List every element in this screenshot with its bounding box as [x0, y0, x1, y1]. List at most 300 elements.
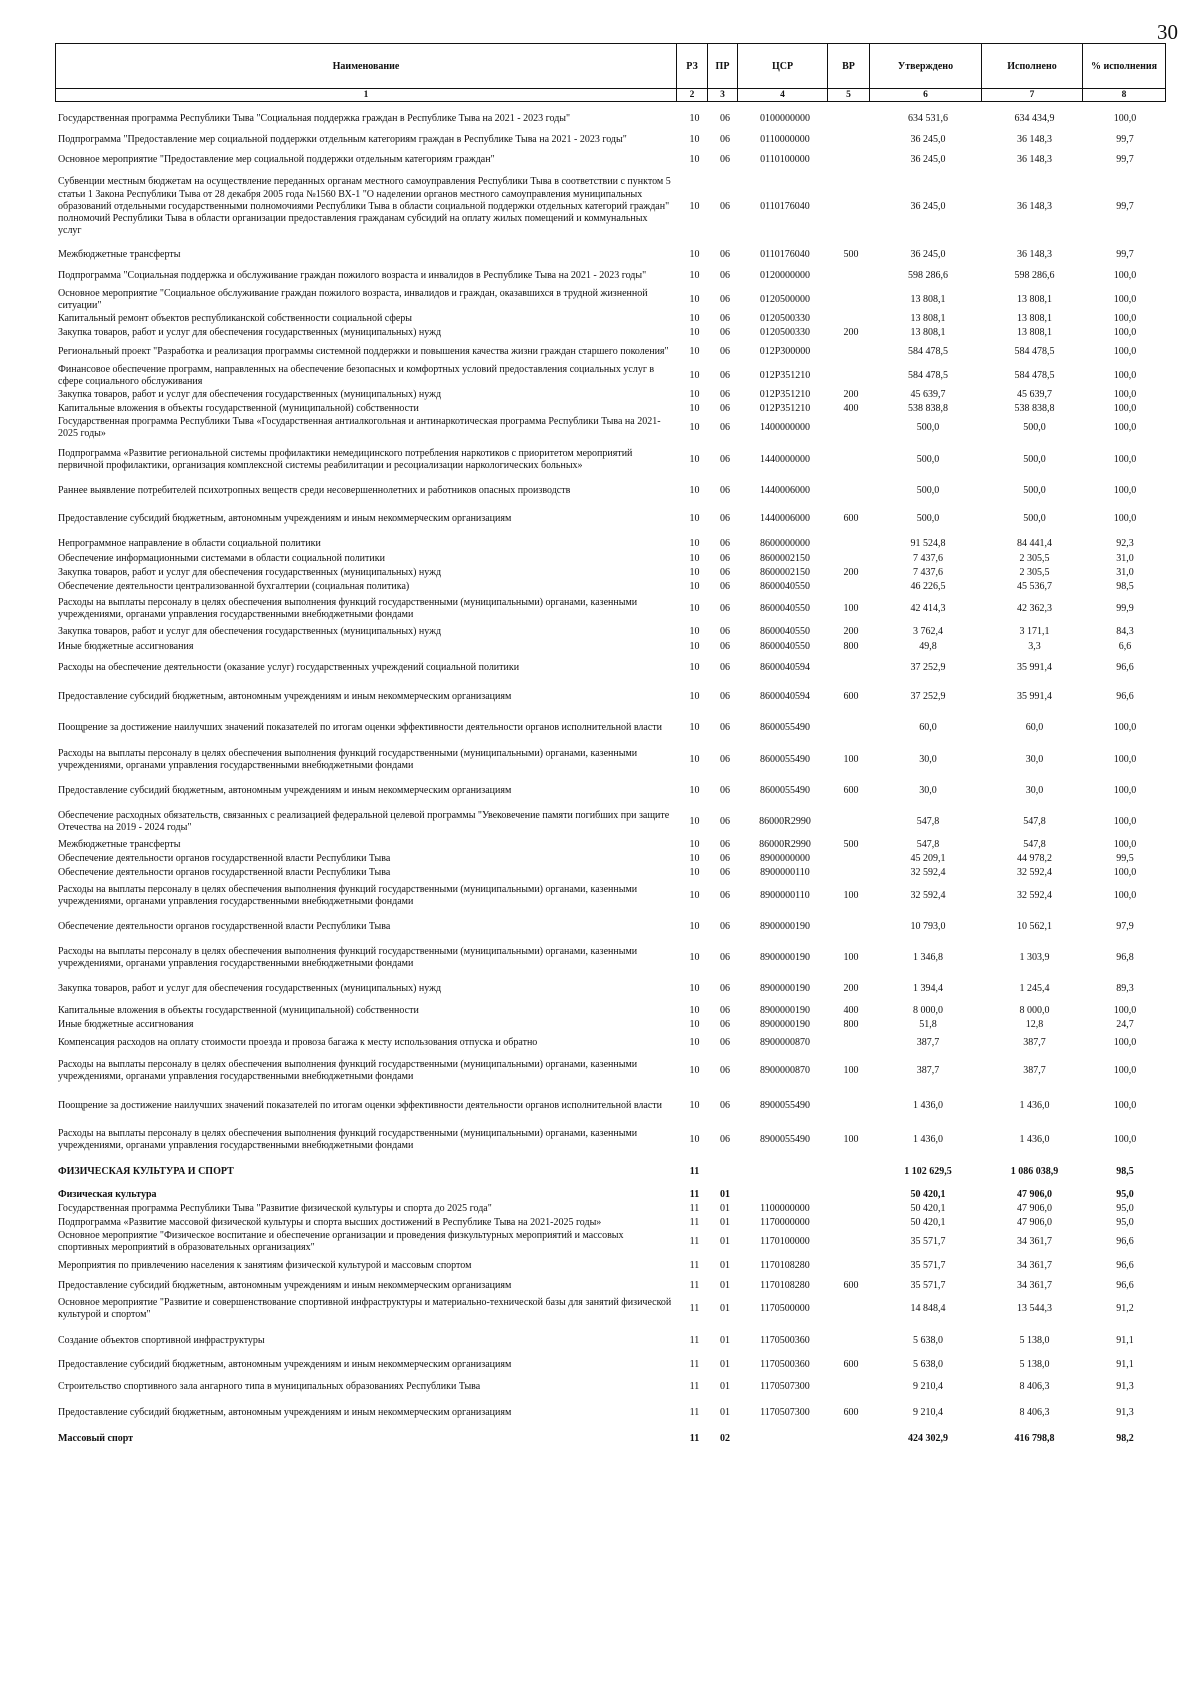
row-executed: 584 478,5 — [1014, 345, 1055, 357]
page-number: 30 — [1157, 20, 1178, 44]
header-pr: ПР — [708, 44, 738, 89]
table-row — [58, 1254, 1165, 1278]
table-row — [58, 974, 1165, 1004]
row-csr: 8600000000 — [760, 537, 810, 549]
row-executed: 84 441,4 — [1017, 537, 1052, 549]
row-percent: 91,3 — [1116, 1380, 1134, 1392]
row-percent: 89,3 — [1116, 982, 1134, 994]
row-rz: 10 — [689, 625, 700, 637]
row-percent: 96,6 — [1116, 661, 1134, 673]
row-percent: 100,0 — [1113, 1064, 1137, 1076]
row-approved: 35 571,7 — [910, 1279, 946, 1291]
row-name: Государственная программа Республики Тыва "Социальная поддержка граждан в Республике Тыва на 2021 - 2023 годы" — [58, 112, 571, 124]
header-approved: Утверждено — [870, 44, 982, 89]
row-csr: 8600002150 — [760, 566, 810, 578]
row-pr: 06 — [720, 982, 730, 994]
row-percent: 91,1 — [1116, 1358, 1134, 1370]
row-pr: 06 — [720, 784, 730, 796]
row-approved: 1 102 629,5 — [904, 1165, 952, 1177]
table-row — [58, 1156, 1165, 1188]
table-row — [58, 1358, 1165, 1372]
row-approved: 10 793,0 — [910, 920, 946, 932]
row-vr: 400 — [843, 1004, 859, 1016]
row-rz: 11 — [689, 1216, 700, 1228]
row-name: Предоставление субсидий бюджетным, автономным учреждениям и иным некоммерческим организациям — [58, 1358, 512, 1370]
row-percent: 100,0 — [1113, 453, 1137, 465]
row-approved: 51,8 — [919, 1018, 937, 1030]
row-csr: 8900000000 — [760, 852, 810, 864]
table-row — [58, 942, 1165, 974]
row-percent: 91,2 — [1116, 1302, 1134, 1314]
row-pr: 06 — [720, 421, 730, 433]
row-rz: 10 — [689, 580, 700, 592]
row-rz: 10 — [689, 866, 700, 878]
table-row — [58, 1124, 1165, 1156]
row-pr: 06 — [720, 866, 730, 878]
row-vr: 500 — [843, 248, 859, 260]
row-name: Основное мероприятие "Развитие и совершенствование спортивной инфраструктуры и материально-технической базы для занятий физической культурой и спортом" — [58, 1296, 672, 1320]
row-name: Капитальный ремонт объектов республиканской собственности социальной сферы — [58, 312, 412, 324]
table-row — [58, 288, 1165, 312]
row-csr: 8600040550 — [760, 625, 810, 637]
row-csr: 1100000000 — [760, 1202, 810, 1214]
row-approved: 387,7 — [916, 1064, 940, 1076]
row-pr: 06 — [720, 1064, 730, 1076]
table-row — [58, 416, 1165, 440]
row-rz: 10 — [689, 852, 700, 864]
header-rz: РЗ — [677, 44, 708, 89]
row-percent: 100,0 — [1113, 312, 1137, 324]
row-name: Основное мероприятие "Физическое воспитание и обеспечение организации и проведения физкультурных мероприятий и массовых спортивных мероприятий в образовательных организациях" — [58, 1229, 624, 1253]
row-rz: 10 — [689, 269, 700, 281]
table-row — [58, 536, 1165, 552]
row-csr: 8900000190 — [760, 1018, 810, 1030]
row-pr: 06 — [720, 721, 730, 733]
row-csr: 0120000000 — [760, 269, 810, 281]
row-executed: 45 536,7 — [1017, 580, 1052, 592]
row-approved: 547,8 — [916, 838, 940, 850]
table-row — [58, 1018, 1165, 1032]
row-csr: 8600002150 — [760, 552, 810, 564]
row-percent: 84,3 — [1116, 625, 1134, 637]
table-row — [58, 806, 1165, 838]
row-executed: 13 544,3 — [1017, 1302, 1052, 1314]
row-rz: 10 — [689, 1018, 700, 1030]
table-row — [58, 640, 1165, 654]
row-executed: 387,7 — [1023, 1064, 1046, 1076]
row-name: Мероприятия по привлечению населения к занятиям физической культурой и массовым спортом — [58, 1259, 472, 1271]
row-executed: 47 906,0 — [1017, 1188, 1052, 1200]
row-percent: 100,0 — [1113, 326, 1137, 338]
row-csr: 1440000000 — [760, 453, 810, 465]
row-executed: 42 362,3 — [1017, 602, 1052, 614]
row-csr: 1170500360 — [760, 1358, 810, 1370]
row-name: Подпрограмма "Социальная поддержка и обслуживание граждан пожилого возраста и инвалидов в Республике Тыва на 2021 - 2023 годы" — [58, 269, 647, 281]
row-name: Расходы на выплаты персоналу в целях обеспечения выполнения функций государственными (муниципальными) органами, казенными учреждениями, органами управления государственными внебюджетными фондами — [58, 1127, 638, 1151]
header-col-number: 2 — [677, 89, 708, 102]
row-name: Государственная программа Республики Тыва «Государственная антиалкогольная и антинаркотическая программа Республики Тыва на 2021-2025 годы» — [58, 415, 661, 439]
row-approved: 37 252,9 — [910, 690, 946, 702]
row-executed: 5 138,0 — [1019, 1334, 1050, 1346]
row-name: Обеспечение деятельности централизованной бухгалтерии (социальная политика) — [58, 580, 410, 592]
row-percent: 96,6 — [1116, 1279, 1134, 1291]
row-executed: 47 906,0 — [1017, 1202, 1052, 1214]
table-row — [58, 776, 1165, 806]
row-percent: 100,0 — [1113, 815, 1137, 827]
row-csr: 8900000870 — [760, 1036, 810, 1048]
row-executed: 45 639,7 — [1017, 388, 1052, 400]
row-percent: 100,0 — [1113, 784, 1137, 796]
table-row — [58, 838, 1165, 852]
row-pr: 01 — [720, 1358, 730, 1370]
table-row — [58, 654, 1165, 682]
row-name: Расходы на выплаты персоналу в целях обеспечения выполнения функций государственными (муниципальными) органами, казенными учреждениями, органами управления государственными внебюджетными фондами — [58, 883, 638, 907]
row-pr: 01 — [720, 1279, 730, 1291]
row-rz: 10 — [689, 552, 700, 564]
table-row — [58, 480, 1165, 502]
row-vr: 200 — [843, 625, 859, 637]
row-executed: 387,7 — [1023, 1036, 1046, 1048]
row-rz: 10 — [689, 402, 700, 414]
row-approved: 500,0 — [916, 453, 940, 465]
row-csr: 1170507300 — [760, 1380, 810, 1392]
row-rz: 11 — [689, 1235, 700, 1247]
row-percent: 100,0 — [1113, 112, 1137, 124]
row-csr: 8600040550 — [760, 602, 810, 614]
row-name: Предоставление субсидий бюджетным, автономным учреждениям и иным некоммерческим организациям — [58, 1406, 512, 1418]
row-vr: 600 — [843, 1358, 859, 1370]
row-rz: 10 — [689, 753, 700, 765]
row-csr: 0110100000 — [760, 153, 810, 165]
row-percent: 99,7 — [1116, 248, 1134, 260]
row-pr: 06 — [720, 838, 730, 850]
row-executed: 44 978,2 — [1017, 852, 1052, 864]
row-pr: 06 — [720, 402, 730, 414]
row-approved: 7 437,6 — [913, 566, 943, 578]
row-name: Основное мероприятие "Социальное обслуживание граждан пожилого возраста, инвалидов и граждан, оказавшихся в трудной жизненной ситуации" — [58, 287, 648, 311]
row-vr: 200 — [843, 326, 859, 338]
row-executed: 1 086 038,9 — [1010, 1165, 1059, 1177]
row-rz: 10 — [689, 982, 700, 994]
row-approved: 1 346,8 — [913, 951, 943, 963]
row-rz: 10 — [689, 345, 700, 357]
row-vr: 800 — [843, 640, 859, 652]
row-name: Поощрение за достижение наилучших значений показателей по итогам оценки эффективности деятельности органов исполнительной власти — [58, 1099, 663, 1111]
row-rz: 10 — [689, 889, 700, 901]
row-approved: 42 414,3 — [910, 602, 946, 614]
row-pr: 06 — [720, 512, 730, 524]
row-name: Иные бюджетные ассигнования — [58, 640, 194, 652]
table-row — [58, 1188, 1165, 1202]
row-executed: 32 592,4 — [1017, 866, 1052, 878]
header-name: Наименование — [56, 44, 677, 89]
row-executed: 500,0 — [1023, 484, 1046, 496]
row-executed: 3 171,1 — [1019, 625, 1050, 637]
row-pr: 06 — [720, 690, 730, 702]
table-row — [58, 388, 1165, 402]
row-percent: 100,0 — [1113, 369, 1137, 381]
row-name: Межбюджетные трансферты — [58, 838, 181, 850]
row-rz: 10 — [689, 421, 700, 433]
row-name: ФИЗИЧЕСКАЯ КУЛЬТУРА И СПОРТ — [58, 1165, 234, 1177]
row-approved: 91 524,8 — [910, 537, 946, 549]
row-csr: 012P300000 — [759, 345, 811, 357]
row-name: Обеспечение расходных обязательств, связанных с реализацией федеральной целевой программы "Увековечение памяти погибших при защите Отечества на 2019 - 2024 годы" — [58, 809, 670, 833]
row-approved: 9 210,4 — [913, 1406, 943, 1418]
row-approved: 13 808,1 — [910, 326, 946, 338]
row-csr: 0110176040 — [760, 200, 810, 212]
row-name: Предоставление субсидий бюджетным, автономным учреждениям и иным некоммерческим организациям — [58, 690, 512, 702]
row-pr: 06 — [720, 920, 730, 932]
row-csr: 8900000110 — [760, 866, 810, 878]
row-percent: 100,0 — [1113, 269, 1137, 281]
row-rz: 10 — [689, 1099, 700, 1111]
row-approved: 500,0 — [916, 512, 940, 524]
row-csr: 1440006000 — [760, 484, 810, 496]
table-row — [58, 1372, 1165, 1402]
row-csr: 0100000000 — [760, 112, 810, 124]
row-csr: 8900000190 — [760, 1004, 810, 1016]
row-percent: 96,6 — [1116, 1235, 1134, 1247]
row-executed: 36 148,3 — [1017, 133, 1052, 145]
row-approved: 538 838,8 — [908, 402, 948, 414]
row-percent: 95,0 — [1116, 1202, 1134, 1214]
row-csr: 8600055490 — [760, 784, 810, 796]
row-rz: 10 — [689, 566, 700, 578]
row-pr: 01 — [720, 1259, 730, 1271]
row-csr: 8900000190 — [760, 920, 810, 932]
row-pr: 06 — [720, 1036, 730, 1048]
row-csr: 86000R2990 — [759, 815, 811, 827]
row-pr: 06 — [720, 326, 730, 338]
row-name: Обеспечение деятельности органов государственной власти Республики Тыва — [58, 866, 391, 878]
table-row — [58, 312, 1165, 326]
row-rz: 11 — [689, 1358, 700, 1370]
row-approved: 50 420,1 — [910, 1188, 946, 1200]
row-percent: 99,7 — [1116, 200, 1134, 212]
row-approved: 3 762,4 — [913, 625, 943, 637]
row-name: Капитальные вложения в объекты государственной (муниципальной) собственности — [58, 402, 419, 414]
row-executed: 1 245,4 — [1019, 982, 1050, 994]
row-executed: 36 148,3 — [1017, 153, 1052, 165]
row-executed: 500,0 — [1023, 421, 1046, 433]
row-percent: 91,1 — [1116, 1334, 1134, 1346]
row-rz: 10 — [689, 388, 700, 400]
row-name: Региональный проект "Разработка и реализация программы системной поддержки и повышения качества жизни граждан старшего поколения" — [58, 345, 669, 357]
header-col-number: 4 — [738, 89, 828, 102]
row-name: Поощрение за достижение наилучших значений показателей по итогам оценки эффективности деятельности органов исполнительной власти — [58, 721, 663, 733]
row-rz: 10 — [689, 815, 700, 827]
header-col-number: 1 — [56, 89, 677, 102]
row-csr: 8600055490 — [760, 753, 810, 765]
row-executed: 5 138,0 — [1019, 1358, 1050, 1370]
table-row — [58, 1278, 1165, 1294]
row-approved: 32 592,4 — [910, 889, 946, 901]
row-percent: 100,0 — [1113, 512, 1137, 524]
row-csr: 1170500360 — [760, 1334, 810, 1346]
row-csr: 8900000110 — [760, 889, 810, 901]
table-row — [58, 246, 1165, 264]
row-executed: 34 361,7 — [1017, 1279, 1052, 1291]
row-rz: 10 — [689, 153, 700, 165]
row-approved: 1 436,0 — [913, 1133, 943, 1145]
table-row — [58, 264, 1165, 288]
row-executed: 10 562,1 — [1017, 920, 1052, 932]
row-pr: 01 — [720, 1406, 730, 1418]
row-executed: 8 406,3 — [1019, 1380, 1050, 1392]
row-pr: 06 — [720, 133, 730, 145]
row-rz: 10 — [689, 784, 700, 796]
row-approved: 7 437,6 — [913, 552, 943, 564]
row-rz: 10 — [689, 661, 700, 673]
row-pr: 06 — [720, 1018, 730, 1030]
table-row — [58, 1324, 1165, 1358]
row-rz: 10 — [689, 1004, 700, 1016]
row-percent: 100,0 — [1113, 1004, 1137, 1016]
row-pr: 02 — [720, 1432, 730, 1444]
row-csr: 8600040594 — [760, 661, 810, 673]
header-col-number: 8 — [1083, 89, 1166, 102]
row-pr: 06 — [720, 312, 730, 324]
row-name: Финансовое обеспечение программ, направленных на обеспечение безопасных и комфортных условий предоставления социальных услуг в сфере социального обслуживания — [58, 363, 655, 387]
row-executed: 500,0 — [1023, 453, 1046, 465]
row-percent: 100,0 — [1113, 293, 1137, 305]
row-pr: 01 — [720, 1202, 730, 1214]
row-rz: 10 — [689, 293, 700, 305]
row-approved: 30,0 — [919, 753, 937, 765]
table-row — [58, 624, 1165, 640]
table-row — [58, 340, 1165, 364]
row-rz: 10 — [689, 326, 700, 338]
row-approved: 584 478,5 — [908, 369, 948, 381]
row-name: Расходы на выплаты персоналу в целях обеспечения выполнения функций государственными (муниципальными) органами, казенными учреждениями, органами управления государственными внебюджетными фондами — [58, 596, 638, 620]
row-pr: 06 — [720, 661, 730, 673]
row-vr: 600 — [843, 1279, 859, 1291]
row-approved: 45 639,7 — [910, 388, 946, 400]
row-name: Создание объектов спортивной инфраструктуры — [58, 1334, 265, 1346]
row-percent: 99,9 — [1116, 602, 1134, 614]
row-approved: 36 245,0 — [910, 133, 946, 145]
table-row — [58, 110, 1165, 128]
header-col-number: 5 — [828, 89, 870, 102]
row-csr: 8600055490 — [760, 721, 810, 733]
row-pr: 06 — [720, 602, 730, 614]
row-name: Подпрограмма «Развитие массовой физической культуры и спорта высших достижений в Республике Тыва на 2021-2025 годы» — [58, 1216, 602, 1228]
row-percent: 95,0 — [1116, 1188, 1134, 1200]
row-rz: 10 — [689, 369, 700, 381]
row-csr: 8900000190 — [760, 982, 810, 994]
header-vr: ВР — [828, 44, 870, 89]
row-pr: 06 — [720, 369, 730, 381]
row-executed: 598 286,6 — [1014, 269, 1055, 281]
row-pr: 01 — [720, 1188, 730, 1200]
table-row — [58, 364, 1165, 388]
row-approved: 8 000,0 — [913, 1004, 943, 1016]
row-executed: 13 808,1 — [1017, 293, 1052, 305]
row-name: Предоставление субсидий бюджетным, автономным учреждениям и иным некоммерческим организациям — [58, 784, 512, 796]
row-executed: 34 361,7 — [1017, 1259, 1052, 1271]
row-pr: 06 — [720, 537, 730, 549]
row-percent: 99,7 — [1116, 153, 1134, 165]
row-executed: 47 906,0 — [1017, 1216, 1052, 1228]
row-approved: 32 592,4 — [910, 866, 946, 878]
row-approved: 500,0 — [916, 484, 940, 496]
row-rz: 10 — [689, 1133, 700, 1145]
row-name: Массовый спорт — [58, 1432, 134, 1444]
row-name: Строительство спортивного зала ангарного типа в муниципальных образованиях Республики Тыва — [58, 1380, 481, 1392]
row-rz: 11 — [689, 1202, 700, 1214]
row-percent: 100,0 — [1113, 484, 1137, 496]
row-pr: 06 — [720, 1004, 730, 1016]
table-row — [58, 712, 1165, 744]
row-executed: 3,3 — [1028, 640, 1041, 652]
table-row — [58, 880, 1165, 912]
row-approved: 50 420,1 — [910, 1202, 946, 1214]
row-approved: 36 245,0 — [910, 248, 946, 260]
row-pr: 01 — [720, 1334, 730, 1346]
row-percent: 98,5 — [1116, 580, 1134, 592]
row-percent: 100,0 — [1113, 838, 1137, 850]
row-percent: 31,0 — [1116, 566, 1134, 578]
row-pr: 06 — [720, 951, 730, 963]
row-name: Раннее выявление потребителей психотропных веществ среди несовершеннолетних и работников опасных производств — [58, 484, 571, 496]
row-executed: 36 148,3 — [1017, 200, 1052, 212]
row-executed: 35 991,4 — [1017, 690, 1052, 702]
row-vr: 100 — [843, 753, 859, 765]
row-name: Обеспечение деятельности органов государственной власти Республики Тыва — [58, 920, 391, 932]
row-csr: 8900055490 — [760, 1099, 810, 1111]
row-pr: 06 — [720, 200, 730, 212]
row-approved: 13 808,1 — [910, 312, 946, 324]
row-vr: 400 — [843, 402, 859, 414]
row-executed: 8 406,3 — [1019, 1406, 1050, 1418]
table-row — [58, 502, 1165, 536]
row-vr: 600 — [843, 784, 859, 796]
row-rz: 11 — [689, 1380, 700, 1392]
row-pr: 01 — [720, 1380, 730, 1392]
row-name: Обеспечение деятельности органов государственной власти Республики Тыва — [58, 852, 391, 864]
row-pr: 06 — [720, 566, 730, 578]
row-executed: 34 361,7 — [1017, 1235, 1052, 1247]
row-pr: 06 — [720, 112, 730, 124]
row-executed: 1 436,0 — [1019, 1099, 1050, 1111]
row-name: Основное мероприятие "Предоставление мер социальной поддержки отдельным категориям граждан" — [58, 153, 495, 165]
row-vr: 100 — [843, 951, 859, 963]
row-rz: 10 — [689, 602, 700, 614]
row-csr: 8900000190 — [760, 951, 810, 963]
row-name: Непрограммное направление в области социальной политики — [58, 537, 321, 549]
table-header — [55, 43, 1166, 102]
row-name: Расходы на обеспечение деятельности (оказание услуг) государственных учреждений социальной политики — [58, 661, 520, 673]
table-row — [58, 866, 1165, 880]
row-executed: 2 305,5 — [1019, 566, 1050, 578]
row-name: Предоставление субсидий бюджетным, автономным учреждениям и иным некоммерческим организациям — [58, 512, 512, 524]
row-name: Межбюджетные трансферты — [58, 248, 181, 260]
row-approved: 37 252,9 — [910, 661, 946, 673]
row-rz: 10 — [689, 1036, 700, 1048]
row-executed: 60,0 — [1025, 721, 1044, 733]
row-name: Капитальные вложения в объекты государственной (муниципальной) собственности — [58, 1004, 419, 1016]
row-rz: 11 — [689, 1259, 700, 1271]
table-row — [58, 1202, 1165, 1216]
row-pr: 06 — [720, 1133, 730, 1145]
row-percent: 100,0 — [1113, 753, 1137, 765]
table-row — [58, 566, 1165, 580]
row-rz: 10 — [689, 133, 700, 145]
table-row — [58, 1424, 1165, 1454]
row-percent: 95,0 — [1116, 1216, 1134, 1228]
row-approved: 547,8 — [916, 815, 940, 827]
